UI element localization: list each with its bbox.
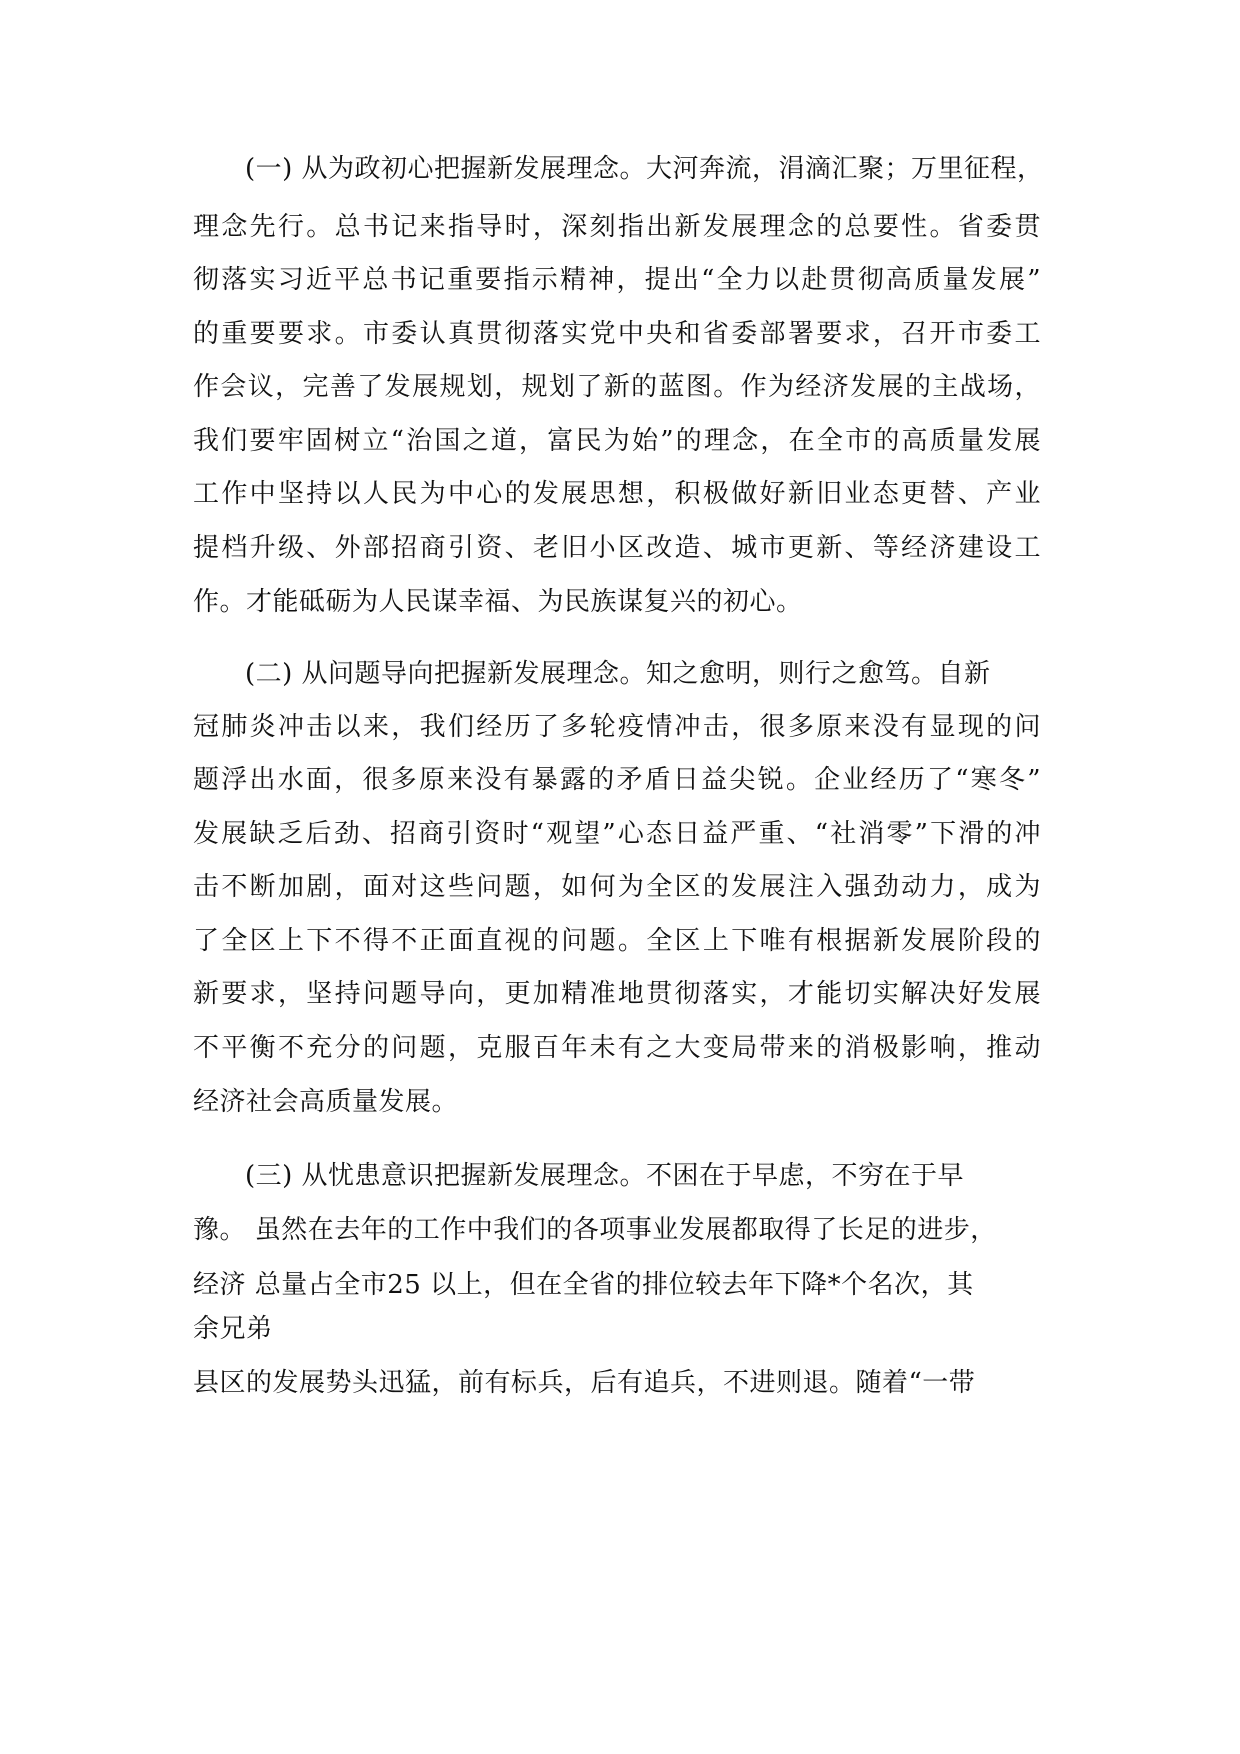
paragraph-1-line-3: 彻落实习近平总书记重要指示精神，提出“全力以赴贯彻高质量发展”: [193, 265, 1041, 295]
paragraph-1-line-5: 作会议，完善了发展规划，规划了新的蓝图。作为经济发展的主战场，: [193, 372, 1041, 402]
paragraph-1-line-6: 我们要牢固树立“治国之道，富民为始”的理念，在全市的高质量发展: [193, 426, 1041, 456]
paragraph-1-line-1: (一) 从为政初心把握新发展理念。大河奔流，涓滴汇聚；万里征程，: [245, 154, 1044, 184]
paragraph-3-line-3: 经济 总量占全市25 以上，但在全省的排位较去年下降*个名次，其: [193, 1270, 974, 1300]
paragraph-2-line-7: 新要求，坚持问题导向，更加精准地贯彻落实，才能切实解决好发展: [193, 979, 1041, 1009]
paragraph-2-line-6: 了全区上下不得不正面直视的问题。全区上下唯有根据新发展阶段的: [193, 926, 1041, 956]
paragraph-1-line-4: 的重要要求。市委认真贯彻落实党中央和省委部署要求，召开市委工: [193, 319, 1041, 349]
paragraph-2-line-8: 不平衡不充分的问题，克服百年未有之大变局带来的消极影响，推动: [193, 1033, 1041, 1063]
paragraph-1-line-9: 作。才能砥砺为人民谋幸福、为民族谋复兴的初心。: [193, 587, 803, 617]
paragraph-2-line-3: 题浮出水面，很多原来没有暴露的矛盾日益尖锐。企业经历了“寒冬”: [193, 765, 1041, 795]
paragraph-2-line-5: 击不断加剧，面对这些问题，如何为全区的发展注入强劲动力，成为: [193, 872, 1041, 902]
paragraph-3-line-1: (三) 从忧患意识把握新发展理念。不困在于早虑，不穷在于早: [245, 1161, 965, 1191]
paragraph-2-line-9: 经济社会高质量发展。: [193, 1087, 459, 1117]
paragraph-2-line-2: 冠肺炎冲击以来，我们经历了多轮疫情冲击，很多原来没有显现的问: [193, 712, 1041, 742]
paragraph-3-line-5: 县区的发展势头迅猛，前有标兵，后有追兵，不进则退。随着“一带: [193, 1368, 976, 1398]
paragraph-3-line-4: 余兄弟: [193, 1314, 273, 1344]
paragraph-1-line-8: 提档升级、外部招商引资、老旧小区改造、城市更新、等经济建设工: [193, 533, 1041, 563]
paragraph-1-line-7: 工作中坚持以人民为中心的发展思想，积极做好新旧业态更替、产业: [193, 479, 1041, 509]
paragraph-2-line-1: (二) 从问题导向把握新发展理念。知之愈明，则行之愈笃。自新: [245, 659, 991, 689]
paragraph-1-line-2: 理念先行。总书记来指导时，深刻指出新发展理念的总要性。省委贯: [193, 212, 1041, 242]
paragraph-3-line-2: 豫。 虽然在去年的工作中我们的各项事业发展都取得了长足的进步，: [193, 1215, 997, 1245]
paragraph-2-line-4: 发展缺乏后劲、招商引资时“观望”心态日益严重、“社消零”下滑的冲: [193, 819, 1041, 849]
